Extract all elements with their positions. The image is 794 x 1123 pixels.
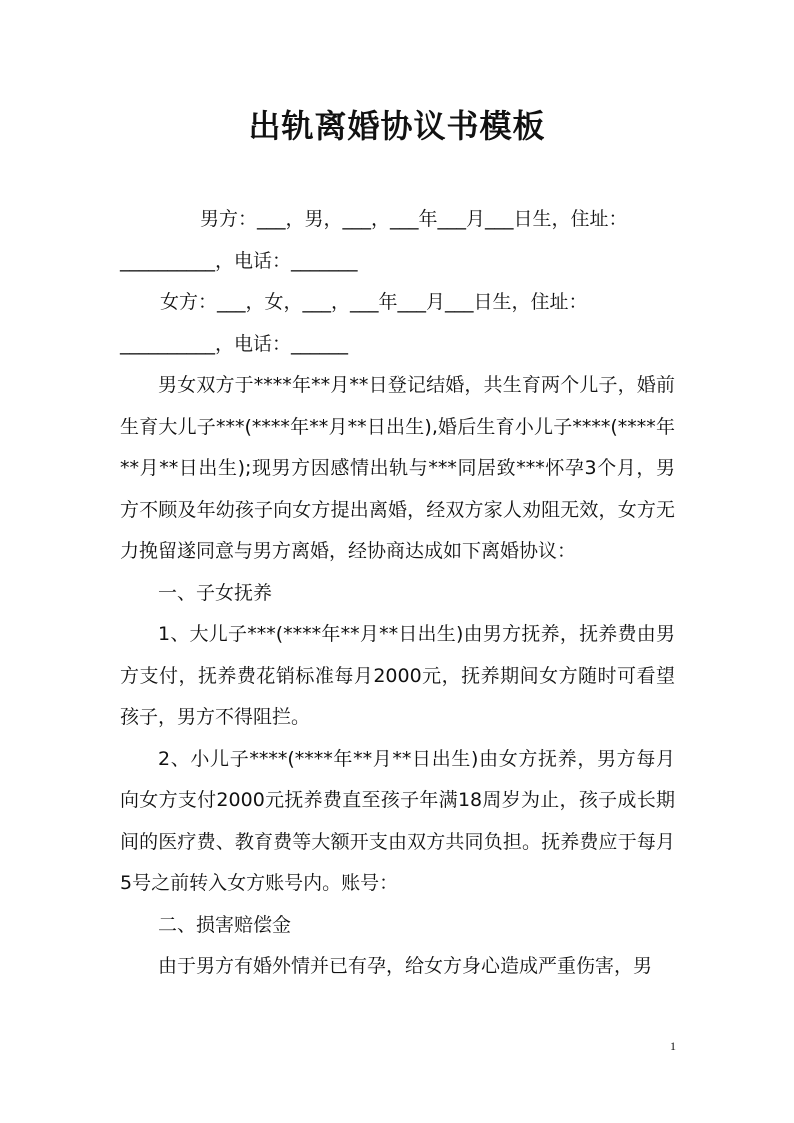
intro-paragraph: 男女双方于****年**月**日登记结婚，共生育两个儿子，婚前生育大儿子***(****年**月**日出生),婚后生育小儿子****(****年**月**日出生);现男方因感情出轨与***同居致***怀孕3个月，男方不顾及年幼孩子向女方提出离婚，经双方家人劝阻无效，女方无力挽留遂同意与男方离婚，经协商达成如下离婚协议：	[120, 374, 675, 562]
section-heading-child-support: 一、子女抚养	[158, 581, 273, 604]
female-party-info: 女方：___，女，___，___年___月___日生，住址：	[160, 291, 588, 313]
male-party-line	[120, 199, 675, 241]
female-party-contact: __________，电话：______	[120, 332, 349, 355]
male-party-info: 男方：___，男，___，___年___月___日生，住址：	[200, 208, 628, 230]
damages-paragraph: 由于男方有婚外情并已有孕，给女方身心造成严重伤害，男	[158, 955, 653, 977]
child-support-item-1: 1、大儿子***(****年**月**日出生)由男方抚养，抚养费由男方支付，抚养费花销标准每月2000元，抚养期间女方随时可看望孩子，男方不得阻拦。	[120, 623, 675, 728]
male-party-contact: __________，电话：_______	[120, 249, 358, 272]
female-party-line	[120, 282, 675, 324]
document-title: 出轨离婚协议书模板	[248, 107, 546, 145]
page-number: 1	[670, 1039, 676, 1053]
section-heading-damages: 二、损害赔偿金	[158, 913, 292, 936]
document-body	[120, 199, 675, 988]
child-support-item-2: 2、小儿子****(****年**月**日出生)由女方抚养，男方每月向女方支付2000元抚养费直至孩子年满18周岁为止，孩子成长期间的医疗费、教育费等大额开支由双方共同负担。抚养费应于每月5号之前转入女方账号内。账号：	[120, 747, 675, 894]
